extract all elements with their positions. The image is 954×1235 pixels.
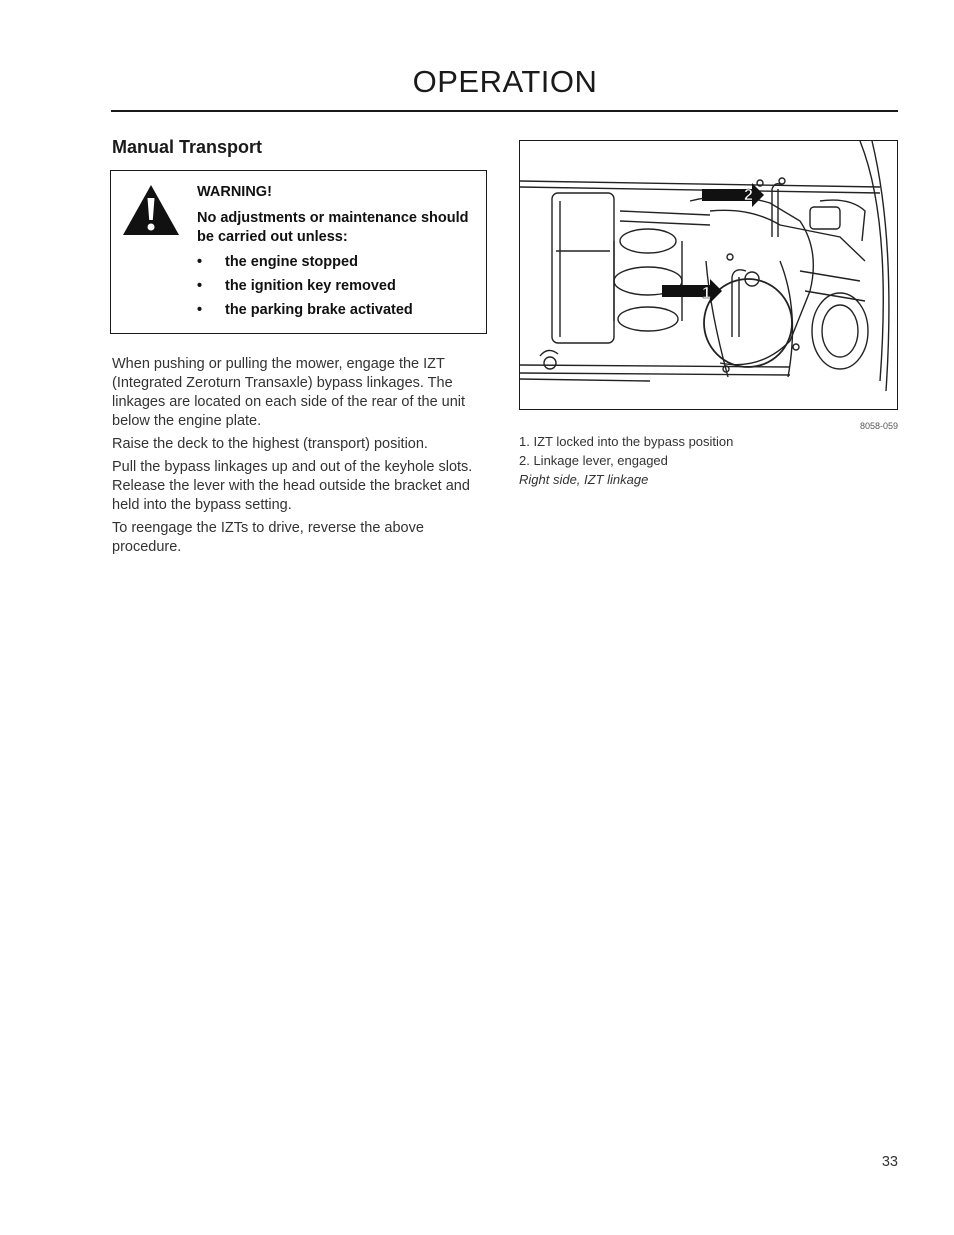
bullet: • [197, 302, 203, 318]
figure-code: 8058-059 [859, 421, 898, 431]
callout-label-2: 2 [744, 187, 753, 204]
header-divider [111, 110, 898, 112]
page-number: 33 [881, 1154, 898, 1170]
page-header-title: OPERATION [412, 64, 598, 99]
warning-box [110, 170, 487, 334]
izt-linkage-illustration [519, 140, 898, 410]
warning-triangle-icon [121, 183, 181, 237]
caption-item: 1. IZT locked into the bypass position [519, 434, 734, 449]
figure-title: Right side, IZT linkage [519, 472, 649, 487]
body-paragraph: To reengage the IZTs to drive, reverse the above procedure. [112, 520, 424, 555]
body-paragraph: Pull the bypass linkages up and out of the keyhole slots. Release the lever with the head outside the bracket and held into the bypass setting. [112, 459, 473, 513]
body-text [112, 355, 487, 561]
figure-captions [519, 432, 899, 489]
warning-text [197, 183, 477, 325]
warning-item-text: the engine stopped [225, 254, 358, 270]
warning-item-text: the ignition key removed [225, 278, 396, 294]
caption-item: 2. Linkage lever, engaged [519, 453, 668, 468]
body-paragraph: When pushing or pulling the mower, engage the IZT (Integrated Zeroturn Transaxle) bypass linkages. The linkages are located on each side of the rear of the unit below the engine plate. [112, 356, 466, 429]
mower-linkage-drawing [520, 141, 896, 408]
warning-message: No adjustments or maintenance should be carried out unless: [197, 210, 469, 245]
warning-item-text: the parking brake activated [225, 302, 413, 318]
bullet: • [197, 254, 203, 270]
warning-list [197, 253, 477, 320]
warning-list-item [197, 301, 477, 320]
section-title: Manual Transport [112, 137, 263, 157]
callout-arrow-1 [662, 279, 722, 303]
warning-list-item [197, 253, 477, 272]
callout-label-1: 1 [702, 285, 711, 302]
callout-arrow-2 [702, 183, 764, 207]
warning-heading: WARNING! [197, 184, 272, 200]
body-paragraph: Raise the deck to the highest (transport) position. [112, 436, 428, 452]
warning-list-item [197, 277, 477, 296]
bullet: • [197, 278, 203, 294]
